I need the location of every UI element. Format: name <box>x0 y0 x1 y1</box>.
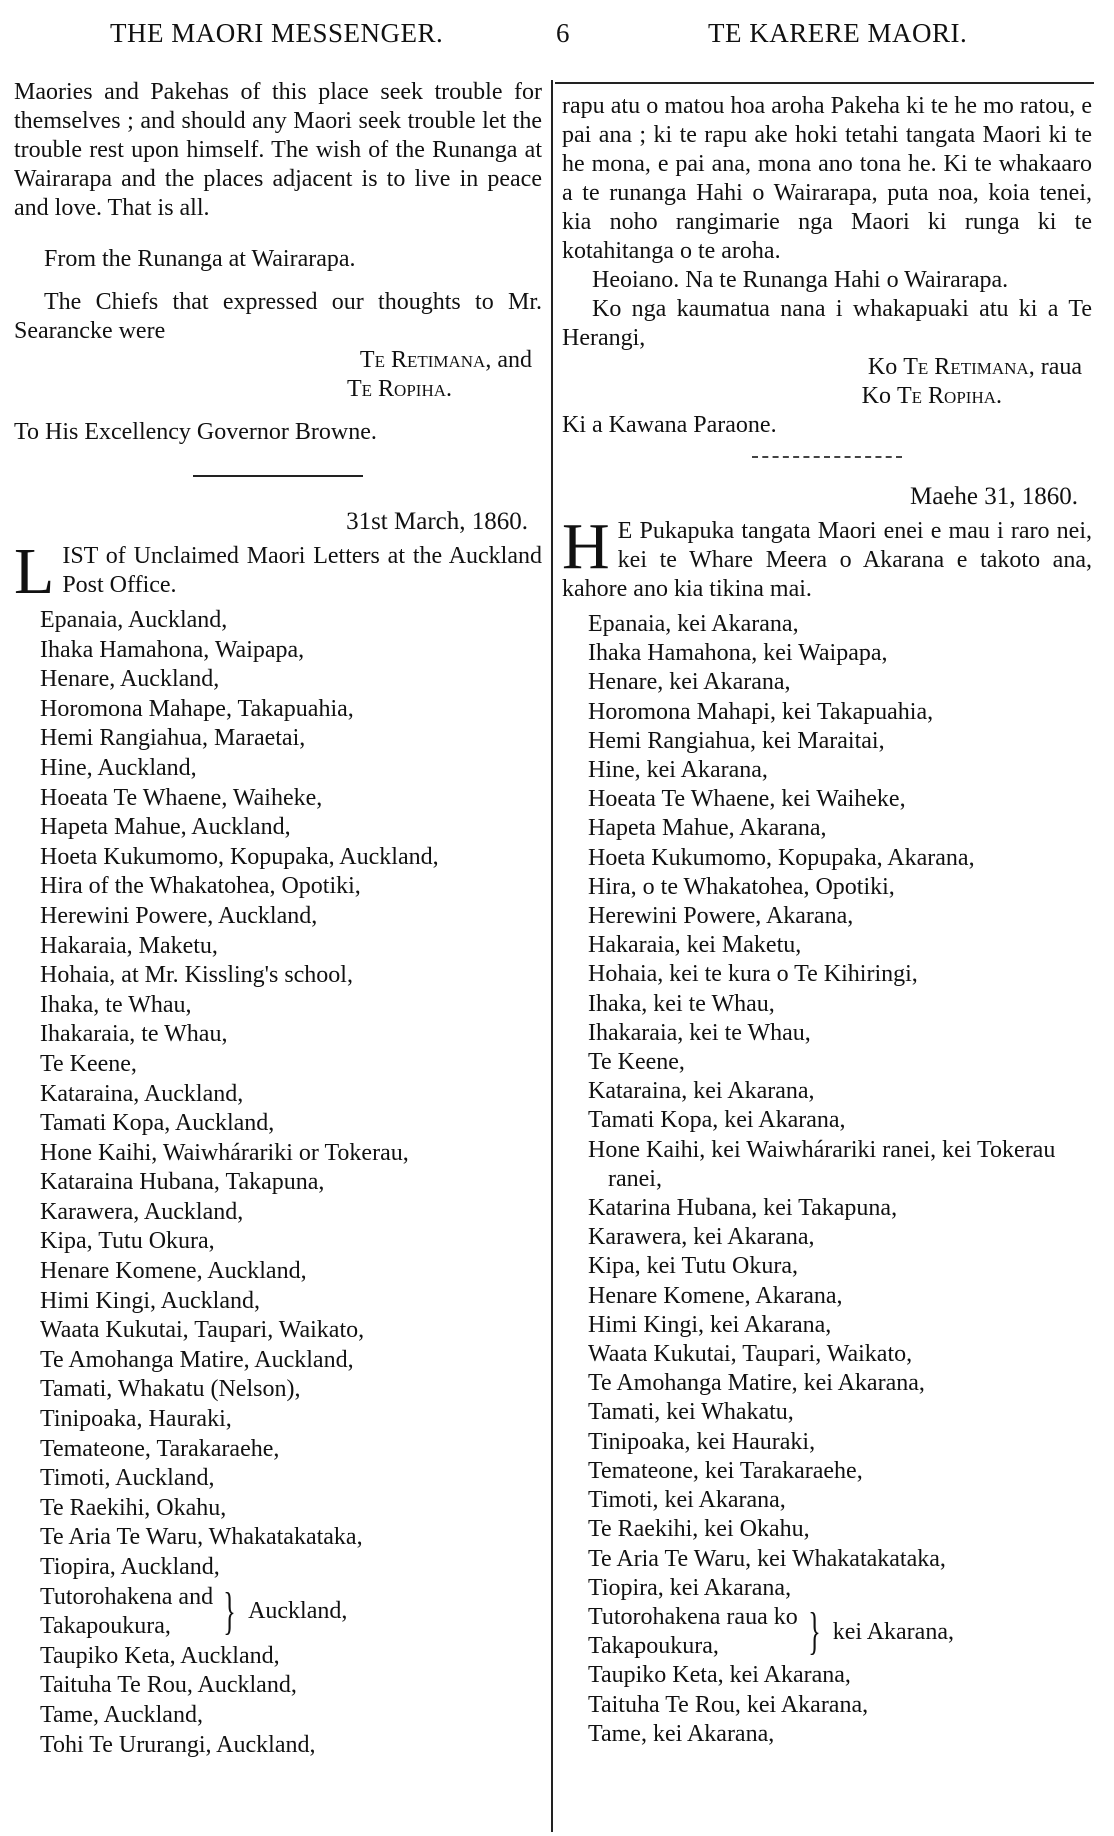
list-item: Hoeata Te Whaene, kei Waiheke, <box>588 786 906 813</box>
list-item: Hone Kaihi, Waiwhárariki or Tokerau, <box>40 1139 409 1166</box>
list-item: Te Amohanga Matire, Auckland, <box>40 1346 354 1373</box>
brace-group <box>588 1603 1092 1661</box>
list-item: Te Keene, <box>40 1050 137 1077</box>
list-item: Henare Komene, Akarana, <box>588 1282 843 1309</box>
brace-glyph: } <box>223 1583 236 1641</box>
english-intro-paragraph: Maories and Pakehas of this place seek trouble for themselves ; and should any Maori seek trouble let the trouble rest upon himself. The wish of the Runanga at Wairarapa and the places adjacent is to live in peace and love. That is all. <box>14 79 542 221</box>
list-heading-text: E Pukapuka tangata Maori enei e mau i raro nei, kei te Whare Meera o Akarana e takoto ana, kahore ano kia tikina mai. <box>562 518 1092 602</box>
list-item: Hoeta Kukumomo, Kopupaka, Auckland, <box>40 843 439 870</box>
maori-masthead: TE KARERE MAORI. <box>708 18 968 48</box>
english-addressee: To His Excellency Governor Browne. <box>14 419 377 445</box>
column-divider <box>551 80 553 1832</box>
list-item: Hira of the Whakatohea, Opotiki, <box>40 873 361 900</box>
list-item: Himi Kingi, Auckland, <box>40 1287 260 1314</box>
section-divider <box>193 475 363 477</box>
maori-name-list <box>562 610 1092 1749</box>
list-item: Taituha Te Rou, kei Akarana, <box>588 1691 869 1718</box>
signature-name: Te Retimana, <box>359 347 492 373</box>
list-item: Hoeata Te Whaene, Waiheke, <box>40 784 323 811</box>
right-column-top-rule <box>555 82 1094 84</box>
list-item: Ihaka, te Whau, <box>40 991 192 1018</box>
list-item: Hone Kaihi, kei Waiwhárariki ranei, kei Tokerau ranei, <box>588 1136 1056 1192</box>
braced-name: Tutorohakena and <box>40 1583 214 1610</box>
list-item: Hemi Rangiahua, kei Maraitai, <box>588 727 885 754</box>
list-item: Herewini Powere, Akarana, <box>588 903 854 930</box>
list-item: Katarina Hubana, kei Takapuna, <box>588 1195 898 1222</box>
braced-place: kei Akarana, <box>832 1618 954 1645</box>
list-item: Ihakaraia, te Whau, <box>40 1021 228 1048</box>
list-item: Tiopira, Auckland, <box>40 1554 220 1580</box>
list-item: Hemi Rangiahua, Maraetai, <box>40 725 306 752</box>
list-item: Te Aria Te Waru, Whakatakataka, <box>40 1524 363 1551</box>
list-item: Karawera, Auckland, <box>40 1198 244 1225</box>
english-column <box>14 78 542 1760</box>
list-item: Kipa, kei Tutu Okura, <box>588 1253 798 1280</box>
english-from-line: From the Runanga at Wairarapa. <box>44 246 356 272</box>
list-item: Kataraina, kei Akarana, <box>588 1078 815 1105</box>
maori-addressee: Ki a Kawana Paraone. <box>562 412 777 438</box>
maori-list-heading <box>562 510 1092 604</box>
list-item: Temateone, Tarakaraehe, <box>40 1435 280 1462</box>
list-item: Te Raekihi, Okahu, <box>40 1494 227 1521</box>
maori-date: Maehe 31, 1860. <box>909 483 1078 510</box>
maori-heoiano-line: Heoiano. Na te Runanga Hahi o Wairarapa. <box>592 267 1009 293</box>
signature-conjunction: raua <box>1040 354 1082 380</box>
list-item: Tame, Auckland, <box>40 1701 203 1728</box>
brace-names <box>588 1603 798 1661</box>
list-item: Tohi Te Ururangi, Auckland, <box>40 1731 316 1758</box>
signature-name: Te Retimana, <box>903 354 1035 380</box>
list-item: Hohaia, kei te kura o Te Kihiringi, <box>588 961 918 988</box>
english-date: 31st March, 1860. <box>346 508 528 535</box>
list-item: Henare, kei Akarana, <box>588 669 791 696</box>
page-header <box>0 18 1114 58</box>
maori-intro-paragraph: rapu atu o matou hoa aroha Pakeha ki te he mo ratou, e pai ana ; ki te rapu ake hoki tetahi tangata Maori ki te he mona, e pai ana, mona ano tona he. Ki te whakaaro a te runanga Hahi o Wairarapa, puta noa, koia tenei, kia noho rangimarie nga Maori ki runga ki te kotahitanga o te aroha. <box>562 93 1092 264</box>
list-item: Tamati Kopa, Auckland, <box>40 1110 275 1137</box>
list-heading-text: IST of Unclaimed Maori Letters at the Auckland Post Office. <box>62 543 542 598</box>
list-item: Ihaka Hamahona, kei Waipapa, <box>588 640 888 667</box>
list-item: Hira, o te Whakatohea, Opotiki, <box>588 873 895 900</box>
list-item: Tinipoaka, kei Hauraki, <box>588 1428 816 1455</box>
braced-name: Takapoukura, <box>588 1633 719 1660</box>
list-item: Waata Kukutai, Taupari, Waikato, <box>40 1317 365 1344</box>
list-item: Tamati, Whakatu (Nelson), <box>40 1376 301 1403</box>
maori-column <box>562 92 1092 1749</box>
list-item: Waata Kukutai, Taupari, Waikato, <box>588 1341 913 1368</box>
signature-prefix: Ko <box>861 383 891 409</box>
list-item: Tinipoaka, Hauraki, <box>40 1406 232 1433</box>
list-item: Herewini Powere, Auckland, <box>40 902 318 929</box>
list-item: Hakaraia, kei Maketu, <box>588 932 802 959</box>
maori-signature-1 <box>562 353 1092 382</box>
list-item: Kataraina, Auckland, <box>40 1080 244 1107</box>
signature-name: Te Ropiha. <box>347 376 452 402</box>
maori-kaumatua-line: Ko nga kaumatua nana i whakapuaki atu ki a Te Herangi, <box>562 296 1092 351</box>
braced-place: Auckland, <box>248 1598 348 1625</box>
list-item: Kipa, Tutu Okura, <box>40 1228 215 1255</box>
list-item-braced <box>588 1603 1092 1661</box>
english-signature-1 <box>14 346 542 375</box>
list-item: Te Amohanga Matire, kei Akarana, <box>588 1370 925 1397</box>
list-item: Taituha Te Rou, Auckland, <box>40 1672 297 1699</box>
list-item: Horomona Mahapi, kei Takapuahia, <box>588 698 934 725</box>
list-item: Tiopira, kei Akarana, <box>588 1574 792 1601</box>
list-item: Hine, kei Akarana, <box>588 757 768 784</box>
list-item: Tamati Kopa, kei Akarana, <box>588 1107 846 1134</box>
list-item: Ihaka Hamahona, Waipapa, <box>40 636 305 663</box>
list-item: Hine, Auckland, <box>40 754 197 781</box>
signature-name: Te Ropiha. <box>897 383 1002 409</box>
list-item: Karawera, kei Akarana, <box>588 1224 815 1251</box>
list-item: Hohaia, at Mr. Kissling's school, <box>40 962 353 989</box>
signature-prefix: Ko <box>867 354 898 380</box>
braced-name: Takapoukura, <box>40 1613 171 1640</box>
list-item: Te Aria Te Waru, kei Whakatakataka, <box>588 1545 946 1572</box>
list-item-braced <box>40 1583 542 1642</box>
section-divider <box>752 456 902 458</box>
english-signature-2 <box>14 375 542 404</box>
signature-conjunction: and <box>497 347 532 373</box>
list-item: Henare, Auckland, <box>40 666 220 693</box>
list-item: Te Keene, <box>588 1049 685 1076</box>
list-item: Kataraina Hubana, Takapuna, <box>40 1169 325 1196</box>
english-chiefs-line: The Chiefs that expressed our thoughts to Mr. Searancke were <box>14 289 542 344</box>
list-item: Hoeta Kukumomo, Kopupaka, Akarana, <box>588 844 975 871</box>
list-item: Epanaia, kei Akarana, <box>588 611 799 637</box>
english-name-list <box>14 606 542 1760</box>
list-item: Henare Komene, Auckland, <box>40 1258 307 1285</box>
list-item: Tame, kei Akarana, <box>588 1720 775 1747</box>
list-item: Himi Kingi, kei Akarana, <box>588 1311 832 1338</box>
page-number: 6 <box>556 18 570 48</box>
drop-cap: H <box>562 510 610 583</box>
list-item: Timoti, Auckland, <box>40 1465 215 1492</box>
drop-cap: L <box>14 535 55 608</box>
english-masthead: THE MAORI MESSENGER. <box>110 18 444 48</box>
list-item: Timoti, kei Akarana, <box>588 1487 786 1514</box>
brace-group <box>40 1583 542 1642</box>
list-item: Ihaka, kei te Whau, <box>588 990 775 1017</box>
list-item: Ihakaraia, kei te Whau, <box>588 1019 811 1046</box>
braced-name: Tutorohakena raua ko <box>588 1603 798 1630</box>
brace-glyph: } <box>807 1603 821 1661</box>
list-item: Temateone, kei Tarakaraehe, <box>588 1457 863 1484</box>
list-item: Epanaia, Auckland, <box>40 607 228 633</box>
english-list-heading <box>14 535 542 608</box>
list-item: Taupiko Keta, Auckland, <box>40 1642 280 1669</box>
list-item: Tamati, kei Whakatu, <box>588 1399 794 1426</box>
list-item: Hakaraia, Maketu, <box>40 932 218 959</box>
list-item: Hapeta Mahue, Auckland, <box>40 814 291 841</box>
list-item: Horomona Mahape, Takapuahia, <box>40 695 354 722</box>
list-item: Taupiko Keta, kei Akarana, <box>588 1662 851 1689</box>
list-item: Te Raekihi, kei Okahu, <box>588 1516 810 1543</box>
list-item: Hapeta Mahue, Akarana, <box>588 815 827 842</box>
maori-signature-2 <box>562 382 1092 411</box>
brace-names <box>40 1583 213 1642</box>
